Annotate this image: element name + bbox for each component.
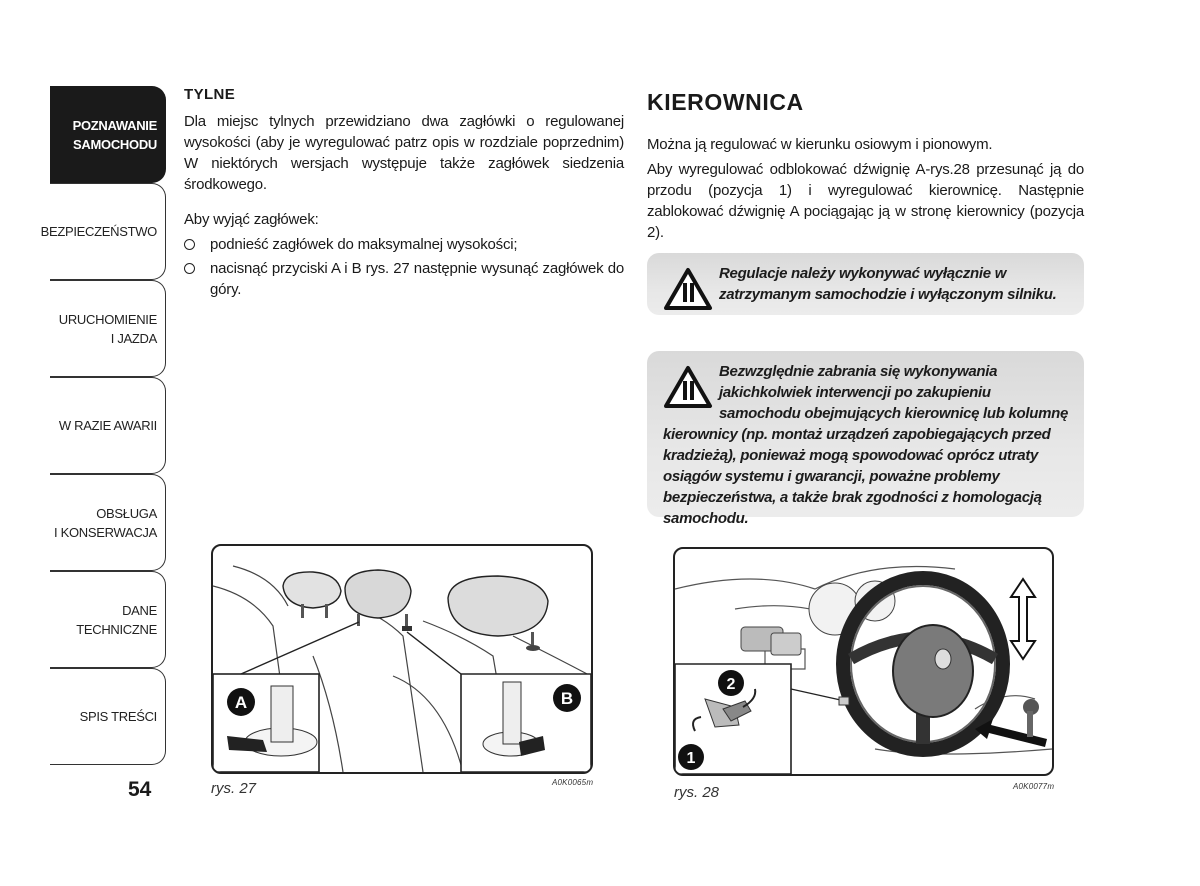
label-1: 1 (686, 750, 696, 767)
warning-text: Regulacje należy wykonywać wyłącznie w zatrzymanym samochodzie i wyłączonym silniku. (719, 265, 1057, 303)
vertical-adjust-arrow-icon (1011, 579, 1035, 659)
tab-spis-tresci[interactable] (50, 668, 166, 765)
figure-27-code: A0K0065m (552, 778, 594, 787)
tab-obsluga-i-konserwacja[interactable] (50, 474, 166, 571)
label-a: A (234, 693, 248, 712)
label-2: 2 (726, 676, 736, 693)
axial-adjust-arrow-icon (975, 719, 1047, 747)
figure-28-code: A0K0077m (1013, 782, 1055, 791)
removal-intro: Aby wyjąć zagłówek: (184, 211, 319, 228)
right-column (647, 86, 1084, 243)
tab-dane-techniczne[interactable] (50, 571, 166, 668)
tab-label: DANE TECHNICZNE (76, 602, 157, 637)
section-subheading: TYLNE (184, 86, 236, 103)
warning-text: Bezwzględnie zabrania się wykonywania jakichkolwiek interwencji po zakupieniu samochodu obejmujących kierownicę lub kolumnę kierownicy (np. montaż urządzeń zapobiegających przed kradzieżą), ponieważ mogą spowodować oprócz utraty osiągów systemu i gwarancji, poważne problemy bezpieczeństwa, a także brak zgodności z homologacją samochodu. (663, 363, 1069, 527)
figure-27-caption: rys. 27 (211, 780, 257, 797)
circle-bullet-icon (184, 263, 195, 274)
tab-label: OBSŁUGA I KONSERWACJA (53, 505, 157, 540)
removal-steps (184, 234, 624, 300)
chapter-tabs (40, 86, 166, 765)
tab-w-razie-awarii[interactable] (50, 377, 166, 474)
figure-28-caption: rys. 28 (674, 784, 720, 801)
list-item-text: podnieść zagłówek do maksymalnej wysokości; (210, 236, 518, 253)
steering-wheel-illustration (675, 549, 1052, 774)
page-title: KIEROWNICA (647, 89, 804, 115)
tab-label: W RAZIE AWARII (58, 418, 157, 433)
tab-label: BEZPIECZEŃSTWO (40, 224, 157, 239)
warning-triangle-icon (663, 365, 713, 409)
figure-28-steering-wheel (673, 547, 1054, 776)
warning-triangle-icon (663, 267, 713, 311)
steering-intro: Można ją regulować w kierunku osiowym i pionowym. (647, 136, 993, 153)
list-item (184, 258, 624, 300)
tab-label: URUCHOMIENIE I JAZDA (58, 311, 157, 346)
tab-label: POZNAWANIE SAMOCHODU (72, 117, 157, 152)
tab-uruchomienie-i-jazda[interactable] (50, 280, 166, 377)
list-item (184, 234, 624, 255)
steering-adjust-paragraph: Aby wyregulować odblokować dźwignię A-rys.28 przesunąć ją do przodu (pozycja 1) i wyregulować kierownicę. Następnie zablokować dźwignię A pociągając ją w stronę kierownicy (pozycja 2). (647, 161, 1084, 241)
tab-poznawanie-samochodu[interactable] (50, 86, 166, 183)
tab-label: SPIS TREŚCI (79, 709, 157, 724)
page-number: 54 (128, 778, 152, 801)
figure-27-headrests (211, 544, 593, 774)
warning-box-modifications (647, 351, 1084, 527)
tab-bezpieczenstwo[interactable] (40, 183, 166, 280)
rear-headrests-paragraph: Dla miejsc tylnych przewidziano dwa zagłówki o regulowanej wysokości (aby je wyregulować patrz opis w rozdziale poprzednim) W niektórych wersjach występuje także zagłówek siedzenia środkowego. (184, 113, 624, 193)
warning-box-stationary (647, 253, 1084, 315)
left-column (184, 86, 624, 303)
list-item-text: nacisnąć przyciski A i B rys. 27 następnie wysunąć zagłówek do góry. (210, 260, 624, 298)
label-b: B (560, 689, 574, 708)
headrest-illustration (213, 546, 591, 772)
circle-bullet-icon (184, 239, 195, 250)
